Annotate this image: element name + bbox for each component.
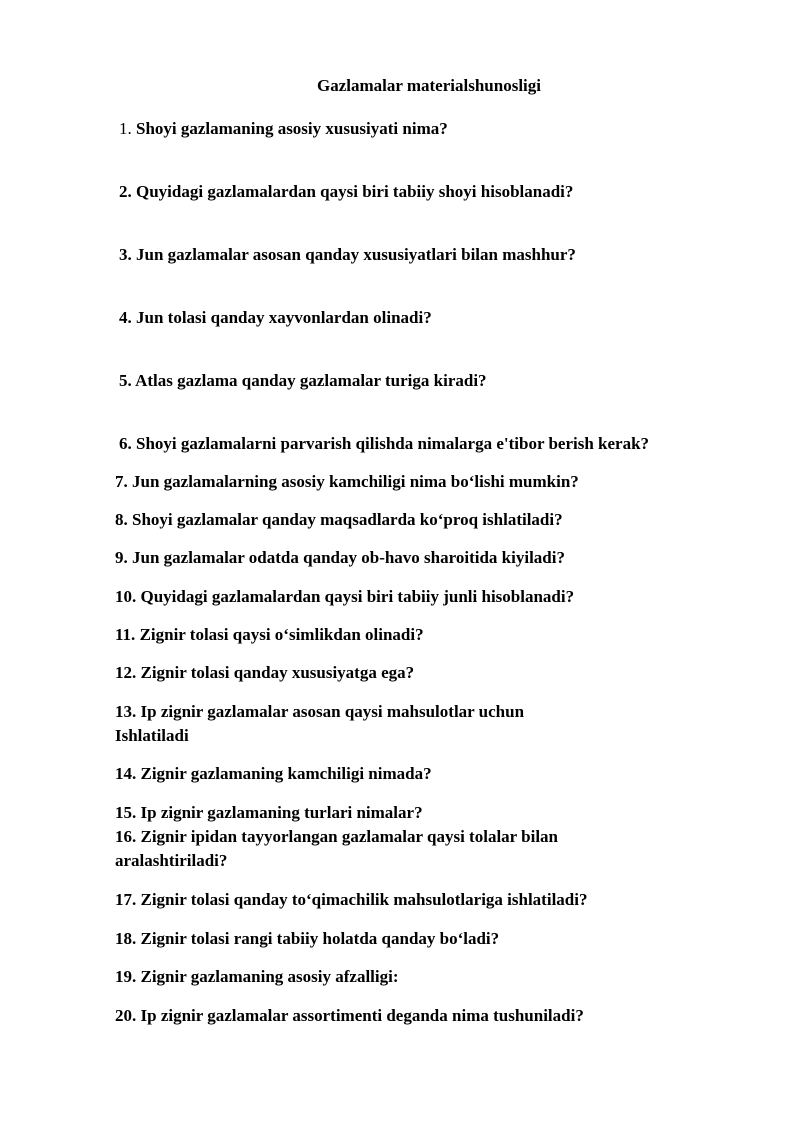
question-text: Ip zignir gazlamaning turlari nimalar?: [140, 803, 423, 822]
question-text: Ishlatiladi: [115, 726, 189, 745]
question-text: Quyidagi gazlamalardan qaysi biri tabiiy shoyi hisoblanadi?: [136, 182, 574, 201]
question-number: 20.: [115, 1006, 137, 1025]
question-19: [115, 965, 399, 989]
question-18: [115, 927, 499, 951]
question-text: Jun gazlamalar asosan qanday xususiyatlari bilan mashhur?: [136, 245, 576, 264]
question-number: 12.: [115, 663, 137, 682]
question-number: 8.: [115, 510, 128, 529]
question-text: Zignir ipidan tayyorlangan gazlamalar qaysi tolalar bilan: [140, 827, 559, 846]
question-text: Zignir tolasi qanday xususiyatga ega?: [140, 663, 415, 682]
question-text: Quyidagi gazlamalardan qaysi biri tabiiy junli hisoblanadi?: [140, 587, 575, 606]
question-15: [115, 801, 423, 825]
question-17: [115, 888, 587, 912]
question-number: 18.: [115, 929, 137, 948]
question-text: Zignir gazlamaning asosiy afzalligi:: [140, 967, 399, 986]
question-6: [119, 432, 649, 456]
question-number: 14.: [115, 764, 137, 783]
question-number: 1.: [119, 119, 132, 138]
question-number: 9.: [115, 548, 128, 567]
question-number: 7.: [115, 472, 128, 491]
question-20: [115, 1004, 584, 1028]
question-number: 11.: [115, 625, 136, 644]
question-14: [115, 762, 432, 786]
question-2: [119, 180, 573, 204]
question-16-continuation: [115, 849, 227, 873]
question-text: Shoyi gazlamalarni parvarish qilishda nimalarga e'tibor berish kerak?: [136, 434, 650, 453]
question-7: [115, 470, 579, 494]
question-text: Zignir gazlamaning kamchiligi nimada?: [140, 764, 432, 783]
question-number: 17.: [115, 890, 137, 909]
question-9: [115, 546, 565, 570]
question-number: 5.: [119, 371, 132, 390]
question-text: Ip zignir gazlamalar asosan qaysi mahsulotlar uchun: [140, 702, 525, 721]
question-12: [115, 661, 414, 685]
document-title: Gazlamalar materialshunosligi: [317, 76, 541, 95]
question-number: 15.: [115, 803, 137, 822]
question-text: Zignir tolasi rangi tabiiy holatda qanday bo‘ladi?: [140, 929, 500, 948]
question-number: 3.: [119, 245, 132, 264]
question-1: [119, 117, 448, 141]
question-text: Zignir tolasi qaysi o‘simlikdan olinadi?: [139, 625, 424, 644]
question-text: Shoyi gazlamalar qanday maqsadlarda ko‘proq ishlatiladi?: [132, 510, 563, 529]
question-16: [115, 825, 558, 849]
question-text: Zignir tolasi qanday to‘qimachilik mahsulotlariga ishlatiladi?: [140, 890, 588, 909]
question-3: [119, 243, 576, 267]
question-number: 19.: [115, 967, 137, 986]
question-10: [115, 585, 574, 609]
question-text: Atlas gazlama qanday gazlamalar turiga kiradi?: [135, 371, 487, 390]
question-5: [119, 369, 487, 393]
question-text: Ip zignir gazlamalar assortimenti deganda nima tushuniladi?: [140, 1006, 584, 1025]
question-text: Shoyi gazlamaning asosiy xususiyati nima?: [136, 119, 448, 138]
question-13-continuation: [115, 724, 189, 748]
question-13: [115, 700, 524, 724]
question-number: 4.: [119, 308, 132, 327]
question-number: 6.: [119, 434, 132, 453]
question-11: [115, 623, 424, 647]
question-4: [119, 306, 432, 330]
question-text: Jun tolasi qanday xayvonlardan olinadi?: [136, 308, 432, 327]
question-number: 13.: [115, 702, 137, 721]
question-text: Jun gazlamalarning asosiy kamchiligi nima bo‘lishi mumkin?: [132, 472, 579, 491]
question-8: [115, 508, 563, 532]
question-number: 16.: [115, 827, 137, 846]
question-number: 10.: [115, 587, 137, 606]
question-number: 2.: [119, 182, 132, 201]
question-text: Jun gazlamalar odatda qanday ob-havo sharoitida kiyiladi?: [132, 548, 565, 567]
question-text: aralashtiriladi?: [115, 851, 228, 870]
